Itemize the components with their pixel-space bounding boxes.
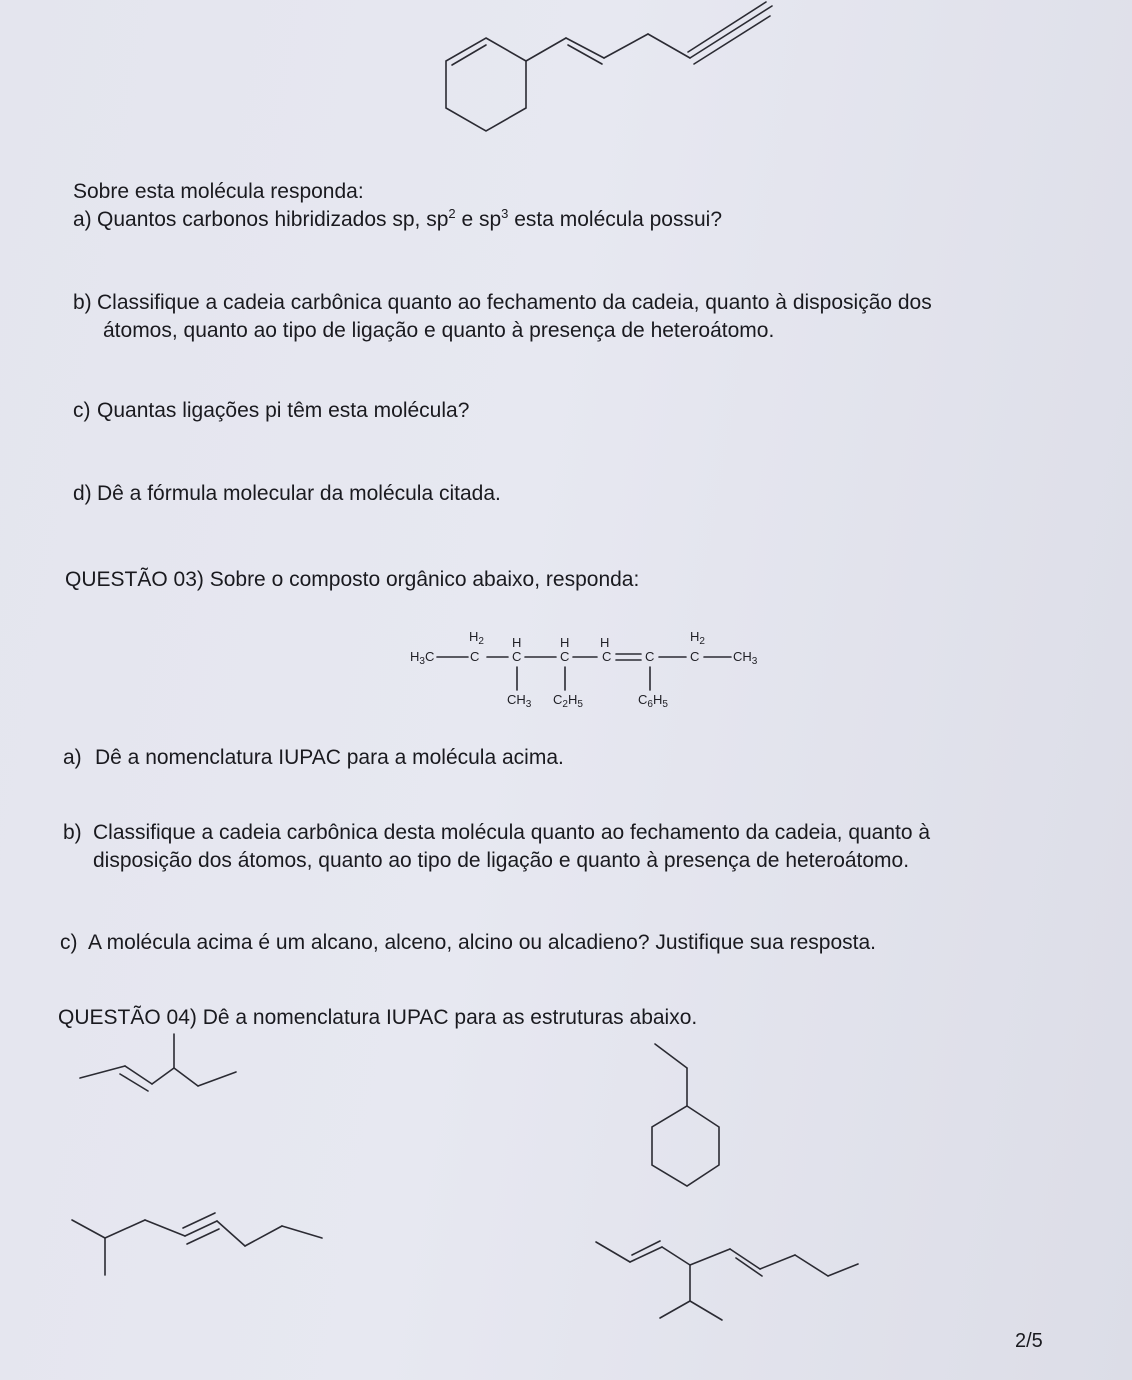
q3-a-label: a) [63, 746, 82, 769]
q2-c-label: c) [73, 399, 91, 422]
q3-c4: C [602, 649, 612, 664]
q3-c2: C [512, 649, 522, 664]
q2-b-line-1: Classifique a cadeia carbônica quanto ao fechamento da cadeia, quanto à disposição dos [97, 291, 932, 314]
q2-item-c [73, 398, 469, 424]
q3-c3: C [560, 649, 570, 664]
q2-a-sup-3: 3 [501, 206, 509, 221]
q3-b-label: b) [63, 821, 82, 844]
q2-b-line-2: átomos, quanto ao tipo de ligação e quanto à presença de heteroátomo. [103, 319, 775, 342]
q2-item-a [73, 207, 722, 233]
q3-h2-left: $H_2$ [469, 629, 484, 647]
q3-item-b [63, 820, 930, 846]
q3-h-1: H [512, 635, 522, 650]
q3-h-2: H [560, 635, 570, 650]
q3-item-a [63, 745, 564, 771]
q3-b-line-1: Classifique a cadeia carbônica desta molécula quanto ao fechamento da cadeia, quanto à [93, 821, 931, 844]
q3-b-line-2: disposição dos átomos, quanto ao tipo de ligação e quanto à presença de heteroátomo. [93, 849, 910, 872]
q3-ch3-end: $CH_3$ [733, 649, 758, 667]
q2-d-label: d) [73, 482, 92, 505]
q2-d-text: Dê a fórmula molecular da molécula citada. [97, 482, 501, 505]
q2-a-sup-2: 2 [448, 206, 456, 221]
q3-c-text: A molécula acima é um alcano, alceno, alcino ou alcadieno? Justifique sua resposta. [88, 931, 876, 954]
q2-item-b [73, 290, 932, 316]
q2-b-label: b) [73, 291, 92, 314]
q2-a-label: a) [73, 208, 92, 231]
q3-item-c [60, 930, 876, 956]
q2-a-text-mid: e sp [455, 208, 502, 231]
q4-title: QUESTÃO 04) Dê a nomenclatura IUPAC para as estruturas abaixo. [58, 1006, 698, 1029]
q3-c6h5-branch: $C_6H_5$ [638, 692, 668, 710]
q4-structure-4 [596, 1241, 858, 1320]
q3-a-text: Dê a nomenclatura IUPAC para a molécula acima. [95, 746, 564, 769]
q2-molecule-structure [446, 2, 772, 131]
q3-c2h5-branch: $C_2H_5$ [553, 692, 583, 710]
q2-item-d [73, 481, 501, 507]
page-number: 2/5 [1015, 1330, 1043, 1352]
q3-ch3-branch: $CH_3$ [507, 692, 532, 710]
q3-c5: C [645, 649, 655, 664]
q3-c6: C [690, 649, 700, 664]
q3-h2-right: $H_2$ [690, 629, 705, 647]
q2-a-text-pre: Quantos carbonos hibridizados sp, sp [97, 208, 449, 231]
q3-h3c: $H_3C$ [410, 649, 435, 667]
q3-c1: C [470, 649, 480, 664]
q3-c-label: c) [60, 931, 78, 954]
q4-structure-1 [80, 1034, 236, 1091]
q3-formula-bonds [437, 654, 731, 690]
q4-structure-2 [652, 1044, 719, 1186]
q4-structure-3 [72, 1213, 322, 1275]
q3-title: QUESTÃO 03) Sobre o composto orgânico abaixo, responda: [65, 568, 640, 591]
q2-intro: Sobre esta molécula responda: [73, 180, 364, 203]
q3-h-3: H [600, 635, 610, 650]
q2-a-text-post: esta molécula possui? [508, 208, 722, 231]
q2-c-text: Quantas ligações pi têm esta molécula? [97, 399, 470, 422]
